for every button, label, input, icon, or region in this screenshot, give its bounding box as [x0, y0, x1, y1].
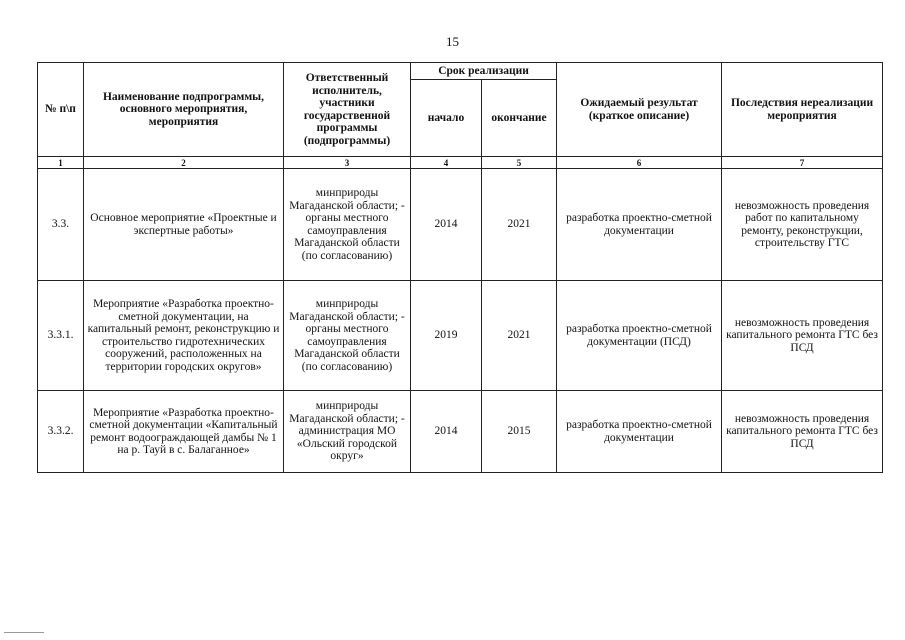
header-name: Наименование подпрограммы, основного мероприятия, мероприятия — [84, 63, 284, 157]
column-number: 5 — [482, 157, 557, 169]
row-num: 3.3.1. — [38, 281, 84, 391]
column-number: 3 — [284, 157, 411, 169]
row-start: 2014 — [411, 169, 482, 281]
row-consequences: невозможность проведения капитального ремонта ГТС без ПСД — [722, 281, 883, 391]
table-row — [38, 281, 883, 391]
table-row — [38, 391, 883, 473]
header-result: Ожидаемый результат (краткое описание) — [557, 63, 722, 157]
table-row — [38, 169, 883, 281]
row-start: 2014 — [411, 391, 482, 473]
row-num: 3.3. — [38, 169, 84, 281]
row-name: Мероприятие «Разработка проектно-сметной документации «Капитальный ремонт водоограждающей дамбы № 1 на р. Тауй в с. Балаганное» — [84, 391, 284, 473]
row-end: 2015 — [482, 391, 557, 473]
page-number: 15 — [446, 34, 459, 49]
row-responsible: минприроды Магаданской области; - администрация МО «Ольский городской округ» — [284, 391, 411, 473]
column-number: 4 — [411, 157, 482, 169]
header-start: начало — [411, 80, 482, 157]
column-number: 6 — [557, 157, 722, 169]
column-number: 7 — [722, 157, 883, 169]
header-consequences: Последствия нереализации мероприятия — [722, 63, 883, 157]
header-num: № п\п — [38, 63, 84, 157]
column-number: 1 — [38, 157, 84, 169]
row-name: Мероприятие «Разработка проектно-сметной документации, на капитальный ремонт, реконструкцию и строительство гидротехнических сооружений, расположенных на территории городских округов» — [84, 281, 284, 391]
row-consequences: невозможность проведения работ по капитальному ремонту, реконструкции, строительству ГТС — [722, 169, 883, 281]
row-name: Основное мероприятие «Проектные и экспертные работы» — [84, 169, 284, 281]
row-consequences: невозможность проведения капитального ремонта ГТС без ПСД — [722, 391, 883, 473]
column-number: 2 — [84, 157, 284, 169]
row-result: разработка проектно-сметной документации — [557, 169, 722, 281]
row-end: 2021 — [482, 281, 557, 391]
row-end: 2021 — [482, 169, 557, 281]
row-responsible: минприроды Магаданской области; - органы местного самоуправления Магаданской области (по согласованию) — [284, 281, 411, 391]
row-responsible: минприроды Магаданской области; - органы местного самоуправления Магаданской области (по согласованию) — [284, 169, 411, 281]
scan-mark — [4, 632, 44, 633]
activities-table — [37, 62, 883, 473]
header-period: Срок реализации — [411, 63, 557, 80]
row-result: разработка проектно-сметной документации — [557, 391, 722, 473]
row-result: разработка проектно-сметной документации (ПСД) — [557, 281, 722, 391]
row-num: 3.3.2. — [38, 391, 84, 473]
header-end: окончание — [482, 80, 557, 157]
row-start: 2019 — [411, 281, 482, 391]
header-responsible: Ответственный исполнитель, участники государственной программы (подпрограммы) — [284, 63, 411, 157]
